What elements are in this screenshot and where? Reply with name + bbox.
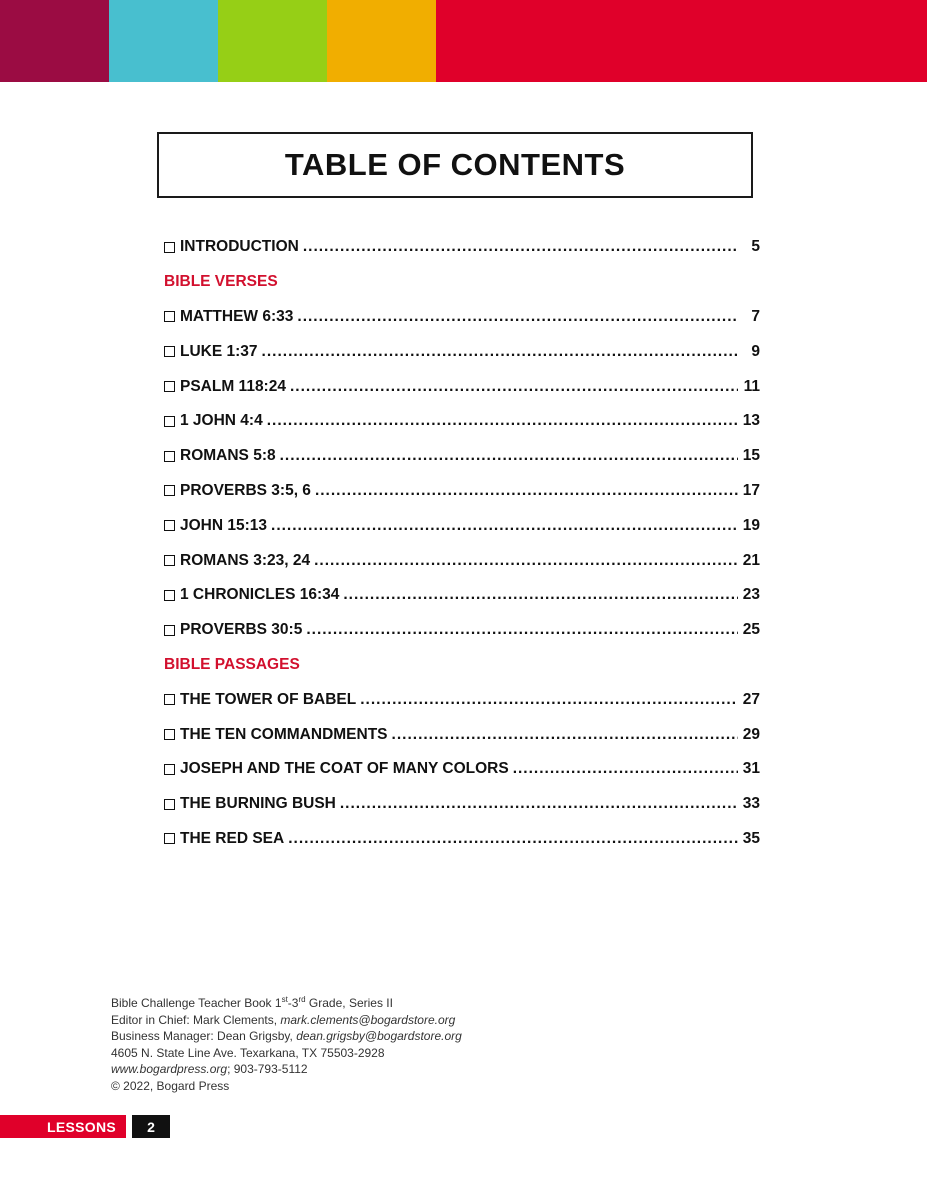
toc-page: 5 bbox=[751, 238, 760, 256]
toc-label: THE TOWER OF BABEL bbox=[180, 690, 357, 708]
dot-leader bbox=[340, 795, 738, 813]
toc-row[interactable] bbox=[164, 822, 760, 857]
toc-row[interactable] bbox=[164, 300, 760, 335]
toc-page: 15 bbox=[742, 447, 760, 465]
dot-leader bbox=[303, 238, 738, 256]
address-line: 4605 N. State Line Ave. Texarkana, TX 75503-2928 bbox=[111, 1045, 385, 1060]
toc-page: 13 bbox=[742, 412, 760, 430]
toc-page: 27 bbox=[742, 690, 760, 708]
dot-leader bbox=[262, 343, 738, 361]
footer-section-label: LESSONS bbox=[0, 1115, 126, 1138]
manager-line: Business Manager: Dean Grigsby, dean.grigsby@bogardstore.org bbox=[111, 1029, 462, 1044]
toc-row[interactable] bbox=[164, 474, 760, 509]
checkbox-icon[interactable] bbox=[164, 625, 175, 636]
checkbox-icon[interactable] bbox=[164, 764, 175, 775]
website-link[interactable]: www.bogardpress.org bbox=[111, 1062, 228, 1077]
color-band-segment-4 bbox=[327, 0, 436, 82]
dot-leader bbox=[306, 621, 738, 639]
copyright-line: © 2022, Bogard Press bbox=[111, 1078, 230, 1093]
toc-label: INTRODUCTION bbox=[180, 238, 299, 256]
website-line: www.bogardpress.org; 903-793-5112 bbox=[111, 1062, 308, 1077]
toc-label: THE RED SEA bbox=[180, 829, 285, 847]
page-title: TABLE OF CONTENTS bbox=[284, 147, 626, 182]
title-box bbox=[157, 132, 753, 198]
dot-leader bbox=[360, 691, 738, 709]
toc-label: MATTHEW 6:33 bbox=[180, 307, 294, 325]
checkbox-icon[interactable] bbox=[164, 346, 175, 357]
checkbox-icon[interactable] bbox=[164, 555, 175, 566]
dot-leader bbox=[290, 378, 738, 396]
toc-page: 17 bbox=[742, 481, 760, 499]
toc-label: PSALM 118:24 bbox=[180, 377, 286, 395]
checkbox-icon[interactable] bbox=[164, 485, 175, 496]
toc-list bbox=[164, 230, 760, 856]
toc-row[interactable] bbox=[164, 578, 760, 613]
toc-label: LUKE 1:37 bbox=[180, 342, 258, 360]
editor-line: Editor in Chief: Mark Clements, mark.clements@bogardstore.org bbox=[111, 1012, 456, 1027]
color-band-segment-2 bbox=[109, 0, 218, 82]
checkbox-icon[interactable] bbox=[164, 451, 175, 462]
toc-page: 11 bbox=[743, 377, 760, 395]
dot-leader bbox=[392, 726, 738, 744]
dot-leader bbox=[314, 552, 738, 570]
toc-label: 1 CHRONICLES 16:34 bbox=[180, 586, 340, 604]
toc-page: 19 bbox=[742, 516, 760, 534]
checkbox-icon[interactable] bbox=[164, 590, 175, 601]
toc-page: 31 bbox=[742, 760, 760, 778]
checkbox-icon[interactable] bbox=[164, 242, 175, 253]
toc-label: THE BURNING BUSH bbox=[180, 795, 336, 813]
color-band bbox=[0, 0, 927, 82]
toc-row[interactable] bbox=[164, 404, 760, 439]
toc-row[interactable] bbox=[164, 682, 760, 717]
manager-email-link[interactable]: dean.grigsby@bogardstore.org bbox=[296, 1029, 462, 1044]
dot-leader bbox=[343, 586, 738, 604]
toc-label: JOSEPH AND THE COAT OF MANY COLORS bbox=[180, 760, 509, 778]
toc-page: 9 bbox=[751, 342, 760, 360]
dot-leader bbox=[297, 308, 738, 326]
toc-label: ROMANS 3:23, 24 bbox=[180, 551, 311, 569]
dot-leader bbox=[271, 517, 738, 535]
dot-leader bbox=[267, 412, 738, 430]
toc-label: ROMANS 5:8 bbox=[180, 447, 276, 465]
dot-leader bbox=[513, 760, 738, 778]
toc-label: PROVERBS 3:5, 6 bbox=[180, 481, 311, 499]
toc-row-introduction[interactable] bbox=[164, 230, 760, 265]
checkbox-icon[interactable] bbox=[164, 694, 175, 705]
toc-page: 7 bbox=[751, 307, 760, 325]
checkbox-icon[interactable] bbox=[164, 520, 175, 531]
toc-label: 1 JOHN 4:4 bbox=[180, 412, 263, 430]
toc-row[interactable] bbox=[164, 369, 760, 404]
checkbox-icon[interactable] bbox=[164, 381, 175, 392]
toc-label: JOHN 15:13 bbox=[180, 516, 268, 534]
toc-label: PROVERBS 30:5 bbox=[180, 621, 303, 639]
toc-row[interactable] bbox=[164, 543, 760, 578]
checkbox-icon[interactable] bbox=[164, 416, 175, 427]
footer-page-number: 2 bbox=[132, 1115, 170, 1138]
color-band-segment-5 bbox=[436, 0, 927, 82]
toc-row[interactable] bbox=[164, 787, 760, 822]
toc-row[interactable] bbox=[164, 717, 760, 752]
dot-leader bbox=[280, 447, 738, 465]
editor-email-link[interactable]: mark.clements@bogardstore.org bbox=[280, 1012, 456, 1027]
dot-leader bbox=[315, 482, 738, 500]
toc-page: 35 bbox=[742, 829, 760, 847]
toc-page: 25 bbox=[742, 621, 760, 639]
toc-row[interactable] bbox=[164, 508, 760, 543]
toc-page: 33 bbox=[742, 795, 760, 813]
publication-credits bbox=[111, 992, 462, 1095]
color-band-segment-3 bbox=[218, 0, 327, 82]
toc-label: THE TEN COMMANDMENTS bbox=[180, 725, 388, 743]
color-band-segment-1 bbox=[0, 0, 109, 82]
checkbox-icon[interactable] bbox=[164, 833, 175, 844]
toc-row[interactable] bbox=[164, 752, 760, 787]
toc-row[interactable] bbox=[164, 334, 760, 369]
checkbox-icon[interactable] bbox=[164, 311, 175, 322]
section-heading-bible-passages: BIBLE PASSAGES bbox=[164, 655, 300, 673]
toc-page: 23 bbox=[742, 586, 760, 604]
toc-row[interactable] bbox=[164, 439, 760, 474]
toc-page: 29 bbox=[742, 725, 760, 743]
section-heading-bible-verses: BIBLE VERSES bbox=[164, 273, 278, 291]
toc-row[interactable] bbox=[164, 613, 760, 648]
dot-leader bbox=[288, 830, 738, 848]
toc-page: 21 bbox=[742, 551, 760, 569]
checkbox-icon[interactable] bbox=[164, 799, 175, 810]
book-title-line: Bible Challenge Teacher Book 1st-3rd Grade, Series II bbox=[111, 995, 393, 1010]
checkbox-icon[interactable] bbox=[164, 729, 175, 740]
